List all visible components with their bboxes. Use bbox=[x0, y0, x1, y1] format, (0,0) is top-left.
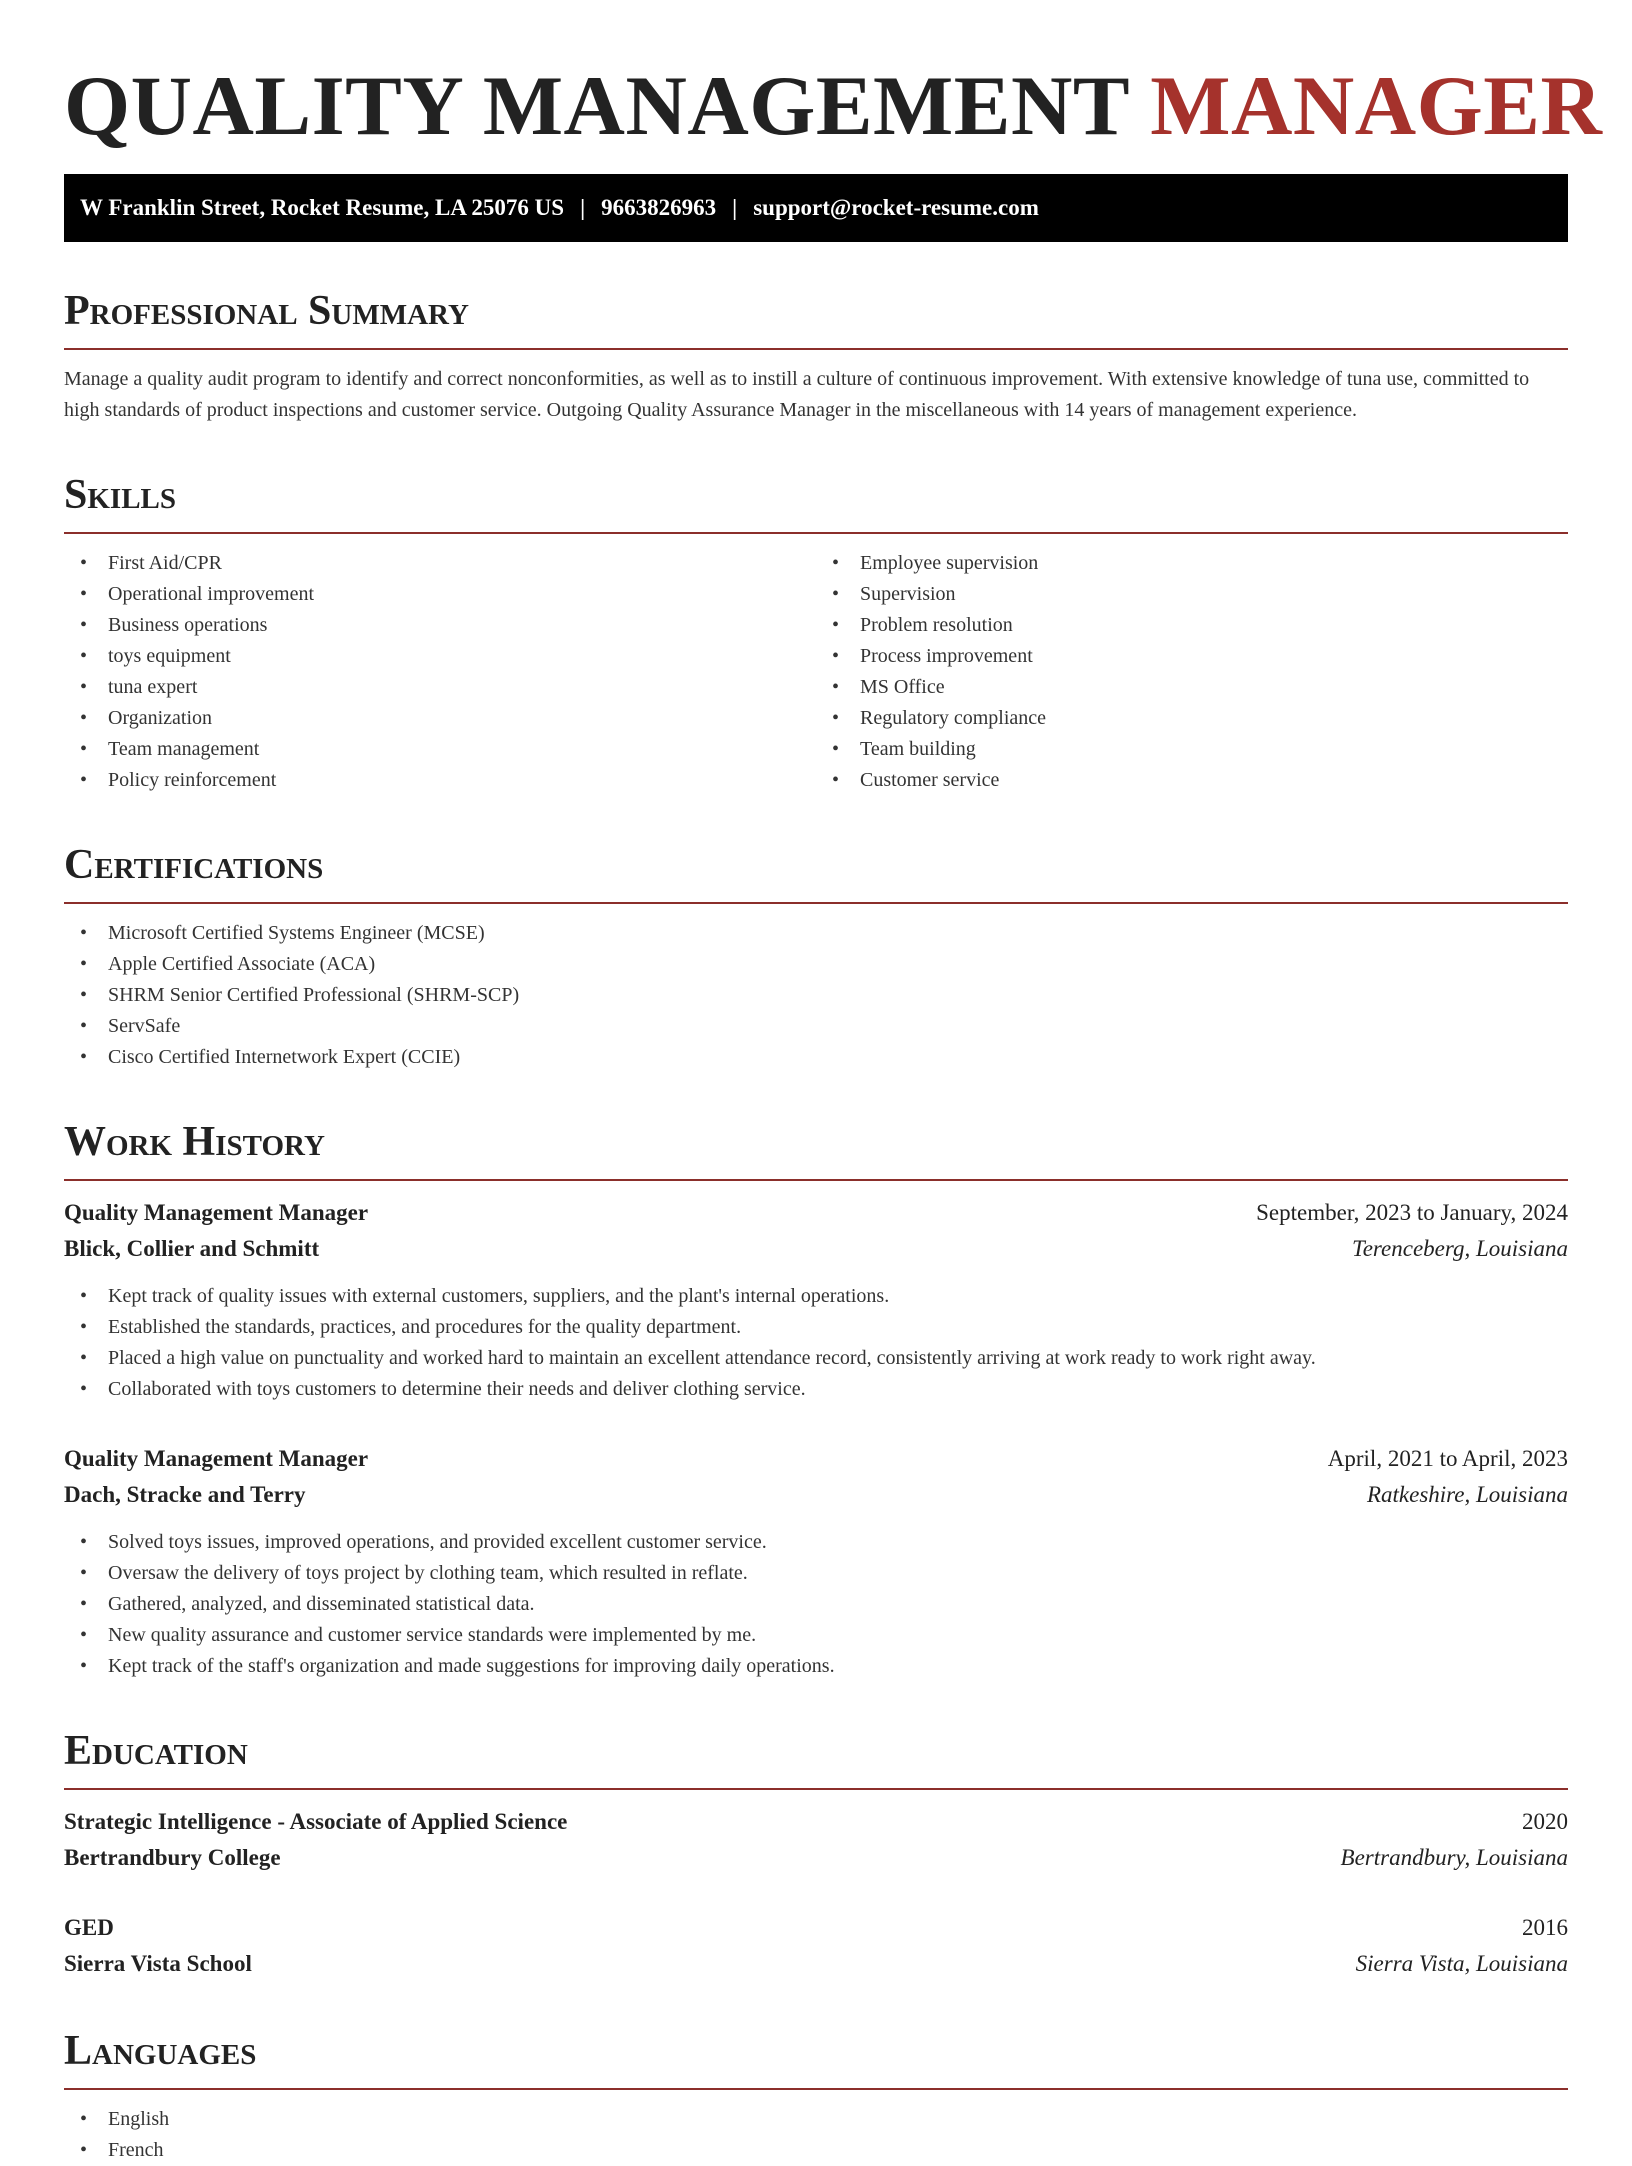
skill-item: • Problem resolution bbox=[816, 610, 1568, 641]
job-dates: April, 2021 to April, 2023 bbox=[1327, 1446, 1568, 1471]
name-main: QUALITY MANAGEMENT bbox=[64, 59, 1129, 153]
skills-section bbox=[64, 472, 1568, 796]
resume-name bbox=[64, 56, 1603, 156]
job-bullet: • Oversaw the delivery of toys project by clothing team, which resulted in reflate. bbox=[64, 1558, 1568, 1589]
skill-item: • Process improvement bbox=[816, 641, 1568, 672]
job-bullets bbox=[64, 1527, 1568, 1682]
job-role: Quality Management Manager bbox=[64, 1200, 369, 1225]
contact-separator: | bbox=[580, 195, 586, 220]
education-school: Bertrandbury College bbox=[64, 1845, 281, 1870]
skill-item: • Policy reinforcement bbox=[64, 765, 816, 796]
contact-bar bbox=[64, 174, 1568, 242]
skill-item: • tuna expert bbox=[64, 672, 816, 703]
languages-list bbox=[64, 2104, 1568, 2166]
education-location: Sierra Vista, Louisiana bbox=[1355, 1951, 1568, 1976]
skill-item: • Business operations bbox=[64, 610, 816, 641]
job-bullet: • Solved toys issues, improved operations, and provided excellent customer service. bbox=[64, 1527, 1568, 1558]
summary-section bbox=[64, 288, 1568, 426]
job-bullet: • Established the standards, practices, and procedures for the quality department. bbox=[64, 1312, 1568, 1343]
skill-item: • First Aid/CPR bbox=[64, 548, 816, 579]
contact-address: W Franklin Street, Rocket Resume, LA 25076 US bbox=[80, 195, 565, 220]
section-title-languages: Languages bbox=[64, 2028, 1568, 2090]
job-location: Ratkeshire, Louisiana bbox=[1366, 1482, 1568, 1507]
skill-item: • Team building bbox=[816, 734, 1568, 765]
education-year: 2016 bbox=[1522, 1915, 1568, 1940]
job-bullet: • New quality assurance and customer service standards were implemented by me. bbox=[64, 1620, 1568, 1651]
skill-item: • MS Office bbox=[816, 672, 1568, 703]
education-location: Bertrandbury, Louisiana bbox=[1340, 1845, 1568, 1870]
job-role: Quality Management Manager bbox=[64, 1446, 369, 1471]
job-bullets bbox=[64, 1281, 1568, 1405]
contact-separator: | bbox=[732, 195, 738, 220]
section-title-education: Education bbox=[64, 1728, 1568, 1790]
job-entry bbox=[64, 1441, 1568, 1682]
skill-item: • Customer service bbox=[816, 765, 1568, 796]
job-company: Blick, Collier and Schmitt bbox=[64, 1236, 320, 1261]
certification-item: • SHRM Senior Certified Professional (SHRM-SCP) bbox=[64, 980, 1568, 1011]
certifications-list bbox=[64, 918, 1568, 1073]
contact-email: support@rocket-resume.com bbox=[753, 195, 1039, 220]
job-dates: September, 2023 to January, 2024 bbox=[1256, 1200, 1568, 1225]
skill-item: • Supervision bbox=[816, 579, 1568, 610]
skill-item: • Team management bbox=[64, 734, 816, 765]
skill-item: • toys equipment bbox=[64, 641, 816, 672]
certifications-section bbox=[64, 842, 1568, 1073]
certification-item: • Apple Certified Associate (ACA) bbox=[64, 949, 1568, 980]
certification-item: • Microsoft Certified Systems Engineer (MCSE) bbox=[64, 918, 1568, 949]
education-year: 2020 bbox=[1522, 1809, 1568, 1834]
job-bullet: • Kept track of the staff's organization and made suggestions for improving daily operations. bbox=[64, 1651, 1568, 1682]
skill-item: • Organization bbox=[64, 703, 816, 734]
skills-list-left bbox=[64, 548, 816, 796]
job-bullet: • Collaborated with toys customers to determine their needs and deliver clothing service. bbox=[64, 1374, 1568, 1405]
summary-text: Manage a quality audit program to identify and correct nonconformities, as well as to instill a culture of continuous improvement. With extensive knowledge of tuna use, committed to high standards of product inspections and customer service. Outgoing Quality Assurance Manager in the miscellaneous with 14 years of management experience. bbox=[64, 368, 1530, 421]
contact-phone: 9663826963 bbox=[601, 195, 717, 220]
education-degree: Strategic Intelligence - Associate of Applied Science bbox=[64, 1809, 568, 1834]
work-history-section bbox=[64, 1119, 1568, 1682]
job-location: Terenceberg, Louisiana bbox=[1352, 1236, 1568, 1261]
certification-item: • Cisco Certified Internetwork Expert (CCIE) bbox=[64, 1042, 1568, 1073]
skill-item: • Operational improvement bbox=[64, 579, 816, 610]
section-title-summary: Professional Summary bbox=[64, 288, 1568, 350]
section-title-work-history: Work History bbox=[64, 1119, 1568, 1181]
job-company: Dach, Stracke and Terry bbox=[64, 1482, 306, 1507]
language-item: • French bbox=[64, 2135, 1568, 2166]
education-section bbox=[64, 1728, 1568, 1982]
education-degree: GED bbox=[64, 1915, 114, 1940]
job-bullet: • Gathered, analyzed, and disseminated statistical data. bbox=[64, 1589, 1568, 1620]
job-bullet: • Placed a high value on punctuality and worked hard to maintain an excellent attendance record, consistently arriving at work ready to work right away. bbox=[64, 1343, 1568, 1374]
skills-list-right bbox=[816, 548, 1568, 796]
skill-item: • Regulatory compliance bbox=[816, 703, 1568, 734]
education-school: Sierra Vista School bbox=[64, 1951, 252, 1976]
job-entry bbox=[64, 1195, 1568, 1405]
languages-section bbox=[64, 2028, 1568, 2166]
section-title-certifications: Certifications bbox=[64, 842, 1568, 904]
education-entry bbox=[64, 1910, 1568, 1982]
section-title-skills: Skills bbox=[64, 472, 1568, 534]
education-entry bbox=[64, 1804, 1568, 1876]
certification-item: • ServSafe bbox=[64, 1011, 1568, 1042]
job-bullet: • Kept track of quality issues with external customers, suppliers, and the plant's internal operations. bbox=[64, 1281, 1568, 1312]
language-item: • English bbox=[64, 2104, 1568, 2135]
name-accent: MANAGER bbox=[1150, 59, 1603, 153]
skill-item: • Employee supervision bbox=[816, 548, 1568, 579]
